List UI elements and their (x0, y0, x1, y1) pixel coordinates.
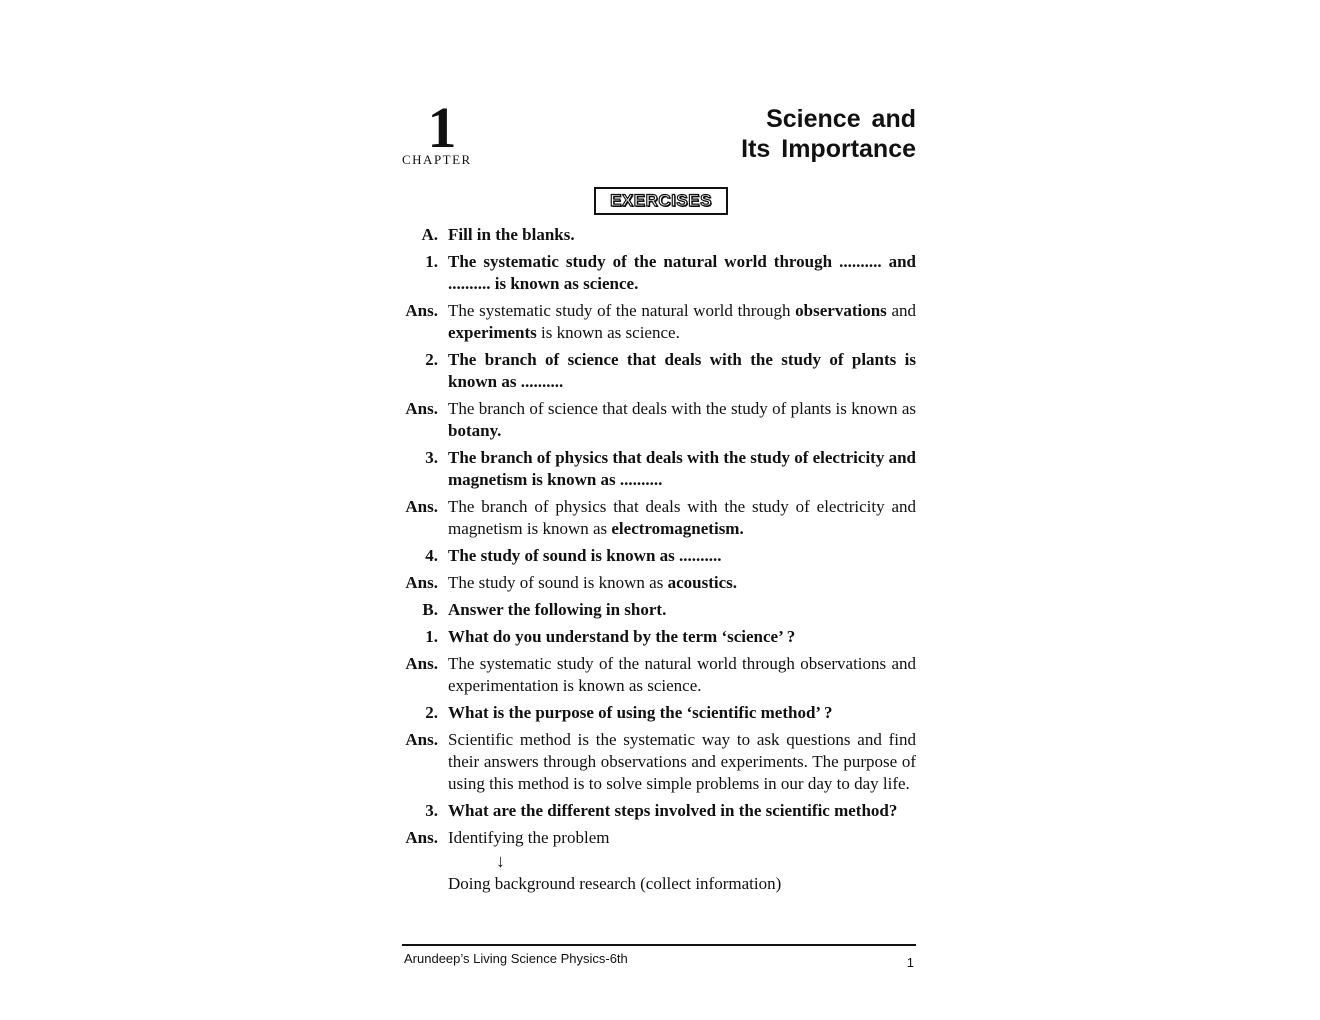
question-text: The systematic study of the natural world through .......... and .......... is known as science. (448, 252, 916, 293)
answer-text (448, 300, 916, 344)
section-a-heading: Fill in the blanks. (448, 225, 575, 244)
question-number: 2. (425, 350, 438, 369)
answer-keyword: acoustics. (667, 573, 737, 592)
answer-text-part: is known as science. (536, 323, 680, 342)
exercises-heading: EXERCISES (610, 191, 712, 210)
question-number: 4. (425, 546, 438, 565)
answer-label: Ans. (405, 828, 438, 847)
answer-label: Ans. (405, 497, 438, 516)
footer-book-title: Arundeep’s Living Science Physics-6th (404, 951, 628, 966)
question-number: 2. (425, 703, 438, 722)
question-number: 3. (425, 448, 438, 467)
question-number: 1. (425, 627, 438, 646)
answer-b1 (402, 653, 916, 697)
answer-a1 (402, 300, 916, 344)
answer-keyword: observations (795, 301, 887, 320)
answer-text: Scientific method is the systematic way to ask questions and find their answers through observations and experiments. The purpose of using this method is to solve simple problems in our day to day life. (448, 730, 916, 793)
down-arrow-icon: ↓ (496, 851, 505, 871)
document-page (402, 0, 916, 1020)
answer-label: Ans. (405, 573, 438, 592)
answer-label: Ans. (405, 654, 438, 673)
section-a-heading-row (402, 224, 916, 246)
exercise-content (402, 224, 916, 900)
answer-text-part: The study of sound is known as (448, 573, 668, 592)
question-text: What do you understand by the term ‘science’ ? (448, 627, 796, 646)
question-a4 (402, 545, 916, 567)
answer-keyword: experiments (448, 323, 537, 342)
page-footer (402, 944, 916, 970)
question-b3 (402, 800, 916, 822)
question-text: What is the purpose of using the ‘scientific method’ ? (448, 703, 833, 722)
answer-text (448, 572, 916, 594)
answer-text (448, 496, 916, 540)
answer-text (448, 398, 916, 442)
section-b-heading-row (402, 599, 916, 621)
question-number: 3. (425, 801, 438, 820)
question-text: The study of sound is known as .......... (448, 546, 722, 565)
answer-b3-step-2-row (402, 873, 916, 895)
question-a1 (402, 251, 916, 295)
chapter-title-line-1: Science and (766, 105, 916, 133)
section-b-heading: Answer the following in short. (448, 600, 667, 619)
question-text: The branch of science that deals with the study of plants is known as .......... (448, 350, 916, 391)
answer-label: Ans. (405, 730, 438, 749)
answer-a4 (402, 572, 916, 594)
label-spacer (402, 873, 448, 895)
answer-label: Ans. (405, 301, 438, 320)
question-number: 1. (425, 252, 438, 271)
answer-text-part: The branch of physics that deals with the study of electricity and magnetism is known as (448, 497, 916, 538)
chapter-number: 1 (427, 95, 457, 160)
answer-a2 (402, 398, 916, 442)
answer-step-1: Identifying the problem (448, 828, 610, 847)
question-b2 (402, 702, 916, 724)
section-a-label: A. (421, 225, 438, 244)
answer-text: The systematic study of the natural world through observations and experimentation is known as science. (448, 654, 916, 695)
answer-label: Ans. (405, 399, 438, 418)
answer-b2 (402, 729, 916, 795)
answer-a3 (402, 496, 916, 540)
question-text: The branch of physics that deals with the study of electricity and magnetism is known as .......... (448, 448, 916, 489)
question-b1 (402, 626, 916, 648)
question-text: What are the different steps involved in the scientific method? (448, 801, 898, 820)
section-b-label: B. (422, 600, 438, 619)
question-a2 (402, 349, 916, 393)
exercises-heading-box (594, 187, 728, 215)
chapter-title (741, 104, 916, 164)
answer-keyword: electromagnetism. (611, 519, 744, 538)
answer-text-part: The systematic study of the natural world through (448, 301, 796, 320)
flow-arrow (402, 849, 916, 873)
chapter-title-line-2: Its Importance (741, 135, 916, 163)
question-a3 (402, 447, 916, 491)
answer-text-part: and (886, 301, 917, 320)
answer-step-2: Doing background research (collect information) (448, 874, 782, 893)
answer-text-part: The branch of science that deals with the study of plants is known as (448, 399, 916, 418)
answer-b3 (402, 827, 916, 849)
footer-page-number: 1 (906, 955, 914, 970)
chapter-label: CHAPTER (402, 152, 472, 167)
answer-keyword: botany. (448, 421, 502, 440)
